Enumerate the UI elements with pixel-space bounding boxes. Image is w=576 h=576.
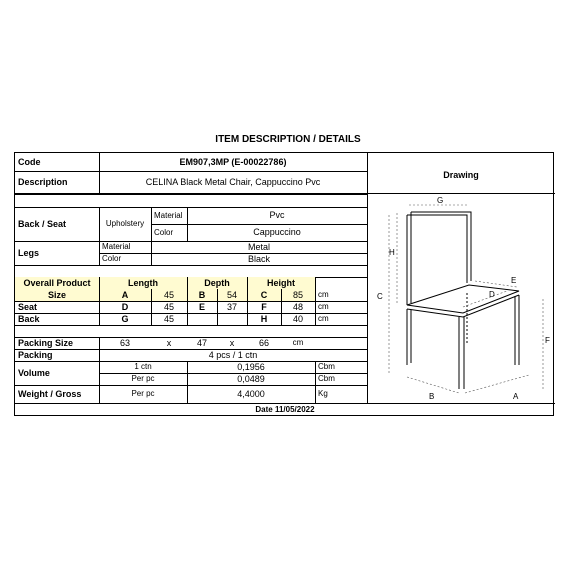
overall-product-label: Overall Product xyxy=(15,277,99,289)
depth-header: Depth xyxy=(187,277,247,289)
back-label: Back xyxy=(18,313,40,324)
packing-value: 4 pcs / 1 ctn xyxy=(208,349,258,360)
drawing-label: Drawing xyxy=(443,169,479,180)
dim-label-f: F xyxy=(545,336,550,345)
chair-backrest xyxy=(411,212,471,281)
seat-value-d: 45 xyxy=(163,301,174,312)
volume-ctn-value: 0,1956 xyxy=(237,361,265,372)
size-label: Size xyxy=(15,289,99,301)
dim-label-d: D xyxy=(489,290,495,299)
chair-seat xyxy=(407,285,519,313)
packing-x1: x xyxy=(166,337,172,348)
seat-key-d: D xyxy=(121,301,129,312)
description-value: CELINA Black Metal Chair, Cappuccino Pvc xyxy=(145,176,321,187)
seat-key-f: F xyxy=(261,301,267,312)
dim-a xyxy=(465,375,529,393)
length-header: Length xyxy=(99,277,187,289)
size-key-c: C xyxy=(247,289,281,301)
volume-label: Volume xyxy=(18,367,50,378)
volume-ctn-unit: Cbm xyxy=(318,362,335,371)
weight-unit: Kg xyxy=(318,389,328,398)
back-key-h: H xyxy=(260,313,268,324)
packing-height: 66 xyxy=(258,337,269,348)
description-label: Description xyxy=(18,176,68,187)
size-key-a: A xyxy=(99,289,151,301)
weight-label: Weight / Gross xyxy=(18,388,82,399)
dim-label-a: A xyxy=(513,392,519,401)
height-header: Height xyxy=(247,277,315,289)
code-label: Code xyxy=(18,156,41,167)
packing-x2: x xyxy=(229,337,235,348)
date: Date 11/05/2022 xyxy=(255,404,315,414)
upholstery-material-value: Pvc xyxy=(269,210,285,220)
upholstery-color-label: Color xyxy=(154,227,174,237)
size-key-b: B xyxy=(187,289,217,301)
back-value-g: 45 xyxy=(163,313,174,324)
size-value-b: 54 xyxy=(217,289,247,301)
chair-leg xyxy=(515,295,519,365)
chair-leg xyxy=(459,317,464,389)
back-unit: cm xyxy=(318,314,329,323)
size-value-c: 85 xyxy=(281,289,315,301)
packing-size-label: Packing Size xyxy=(18,337,74,348)
chair-drawing xyxy=(367,193,555,403)
seat-unit: cm xyxy=(318,302,329,311)
chair-leg xyxy=(407,309,411,365)
item-details-sheet xyxy=(14,152,554,416)
packing-length: 63 xyxy=(119,337,130,348)
legs-material-value: Metal xyxy=(247,241,270,252)
dim-label-e: E xyxy=(511,276,517,285)
seat-value-f: 48 xyxy=(292,301,303,312)
page-title: ITEM DESCRIPTION / DETAILS xyxy=(215,134,361,145)
upholstery-material-label: Material xyxy=(154,210,183,220)
dim-label-c: C xyxy=(377,292,383,301)
weight-per-label: Per pc xyxy=(131,389,155,398)
dim-label-b: B xyxy=(429,392,435,401)
packing-label: Packing xyxy=(18,349,53,360)
packing-unit: cm xyxy=(292,338,304,347)
volume-pc-value: 0,0489 xyxy=(237,373,265,384)
back-seat-label: Back / Seat xyxy=(18,218,67,229)
size-value-a: 45 xyxy=(151,289,187,301)
code-value: EM907,3MP (E-00022786) xyxy=(179,156,287,167)
upholstery-label: Upholstery xyxy=(105,219,145,228)
size-unit: cm xyxy=(318,290,329,299)
legs-label: Legs xyxy=(18,247,40,258)
legs-color-value: Black xyxy=(247,253,270,264)
legs-color-label: Color xyxy=(102,254,122,263)
seat-label: Seat xyxy=(18,301,38,312)
volume-pc-unit: Cbm xyxy=(318,374,335,383)
volume-ctn-label: 1 ctn xyxy=(134,362,152,371)
seat-value-e: 37 xyxy=(226,301,237,312)
dim-label-g: G xyxy=(437,196,444,205)
back-key-g: G xyxy=(121,313,129,324)
dim-label-h: H xyxy=(389,248,395,257)
back-value-h: 40 xyxy=(292,313,303,324)
weight-value: 4,4000 xyxy=(237,388,265,399)
dim-b xyxy=(407,377,459,393)
upholstery-color-value: Cappuccino xyxy=(253,227,301,237)
legs-material-label: Material xyxy=(102,242,131,251)
packing-width: 47 xyxy=(196,337,207,348)
seat-key-e: E xyxy=(198,301,205,312)
volume-pc-label: Per pc xyxy=(131,374,155,383)
